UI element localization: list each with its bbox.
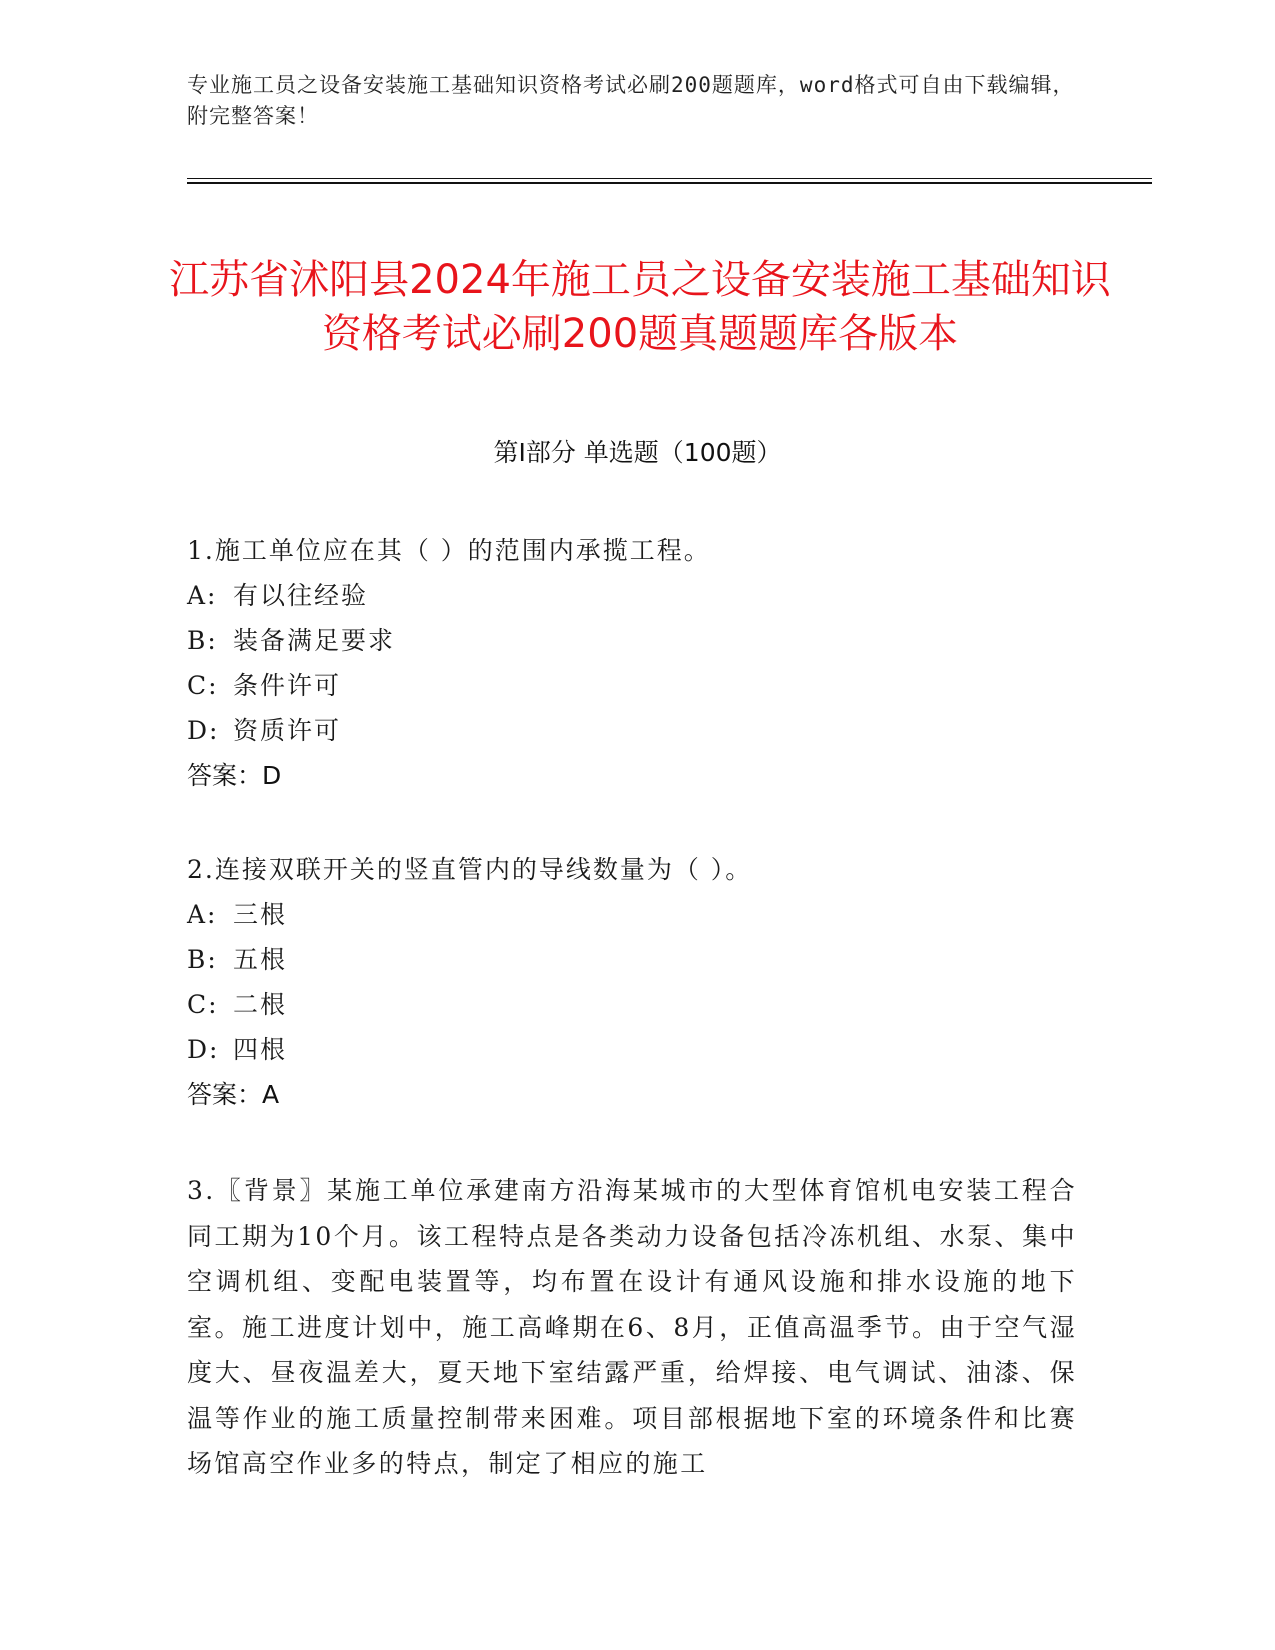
option-b — [187, 618, 1077, 663]
option-key: A: — [187, 581, 218, 610]
option-key: B: — [187, 626, 218, 655]
option-d — [187, 708, 1077, 753]
document-title: 江苏省沭阳县2024年施工员之设备安装施工基础知识资格考试必刷200题真题题库各版本 — [169, 256, 1111, 357]
option-text: 三根 — [233, 900, 288, 929]
option-text: 装备满足要求 — [233, 626, 396, 655]
header-divider-bottom — [187, 182, 1152, 184]
option-text: 五根 — [233, 945, 288, 974]
option-b — [187, 937, 1077, 982]
question-stem: 2.连接双联开关的竖直管内的导线数量为（ ）。 — [187, 855, 753, 884]
option-key: C: — [187, 990, 219, 1019]
option-key: B: — [187, 945, 218, 974]
option-key: A: — [187, 900, 218, 929]
question-stem: 3.〖背景〗某施工单位承建南方沿海某城市的大型体育馆机电安装工程合同工期为10个月。该工程特点是各类动力设备包括冷冻机组、水泵、集中空调机组、变配电装置等，均布置在设计有通风设施和排水设施的地下室。施工进度计划中，施工高峰期在6、8月，正值高温季节。由于空气湿度大、昼夜温差大，夏天地下室结露严重，给焊接、电气调试、油漆、保温等作业的施工质量控制带来困难。项目部根据地下室的环境条件和比赛场馆高空作业多的特点，制定了相应的施工 — [187, 1176, 1077, 1478]
option-text: 四根 — [233, 1035, 288, 1064]
question-stem: 1.施工单位应在其（ ）的范围内承揽工程。 — [187, 536, 711, 565]
question-3 — [187, 1168, 1077, 1487]
answer-line: 答案：A — [187, 1080, 280, 1109]
option-text: 二根 — [233, 990, 288, 1019]
option-key: D: — [187, 716, 220, 745]
option-c — [187, 982, 1077, 1027]
option-a — [187, 892, 1077, 937]
option-c — [187, 663, 1077, 708]
option-key: C: — [187, 671, 219, 700]
option-d — [187, 1027, 1077, 1072]
question-2 — [187, 847, 1077, 1117]
section-heading: 第Ⅰ部分 单选题（100题） — [493, 438, 782, 467]
option-key: D: — [187, 1035, 220, 1064]
option-text: 资质许可 — [233, 716, 342, 745]
option-a — [187, 573, 1077, 618]
question-1 — [187, 528, 1077, 798]
document-header-note: 专业施工员之设备安装施工基础知识资格考试必刷200题题库，word格式可自由下载编辑，附完整答案！ — [187, 73, 1075, 128]
option-text: 有以往经验 — [233, 581, 369, 610]
option-text: 条件许可 — [233, 671, 342, 700]
header-divider-top — [187, 178, 1152, 179]
answer-line: 答案：D — [187, 761, 282, 790]
